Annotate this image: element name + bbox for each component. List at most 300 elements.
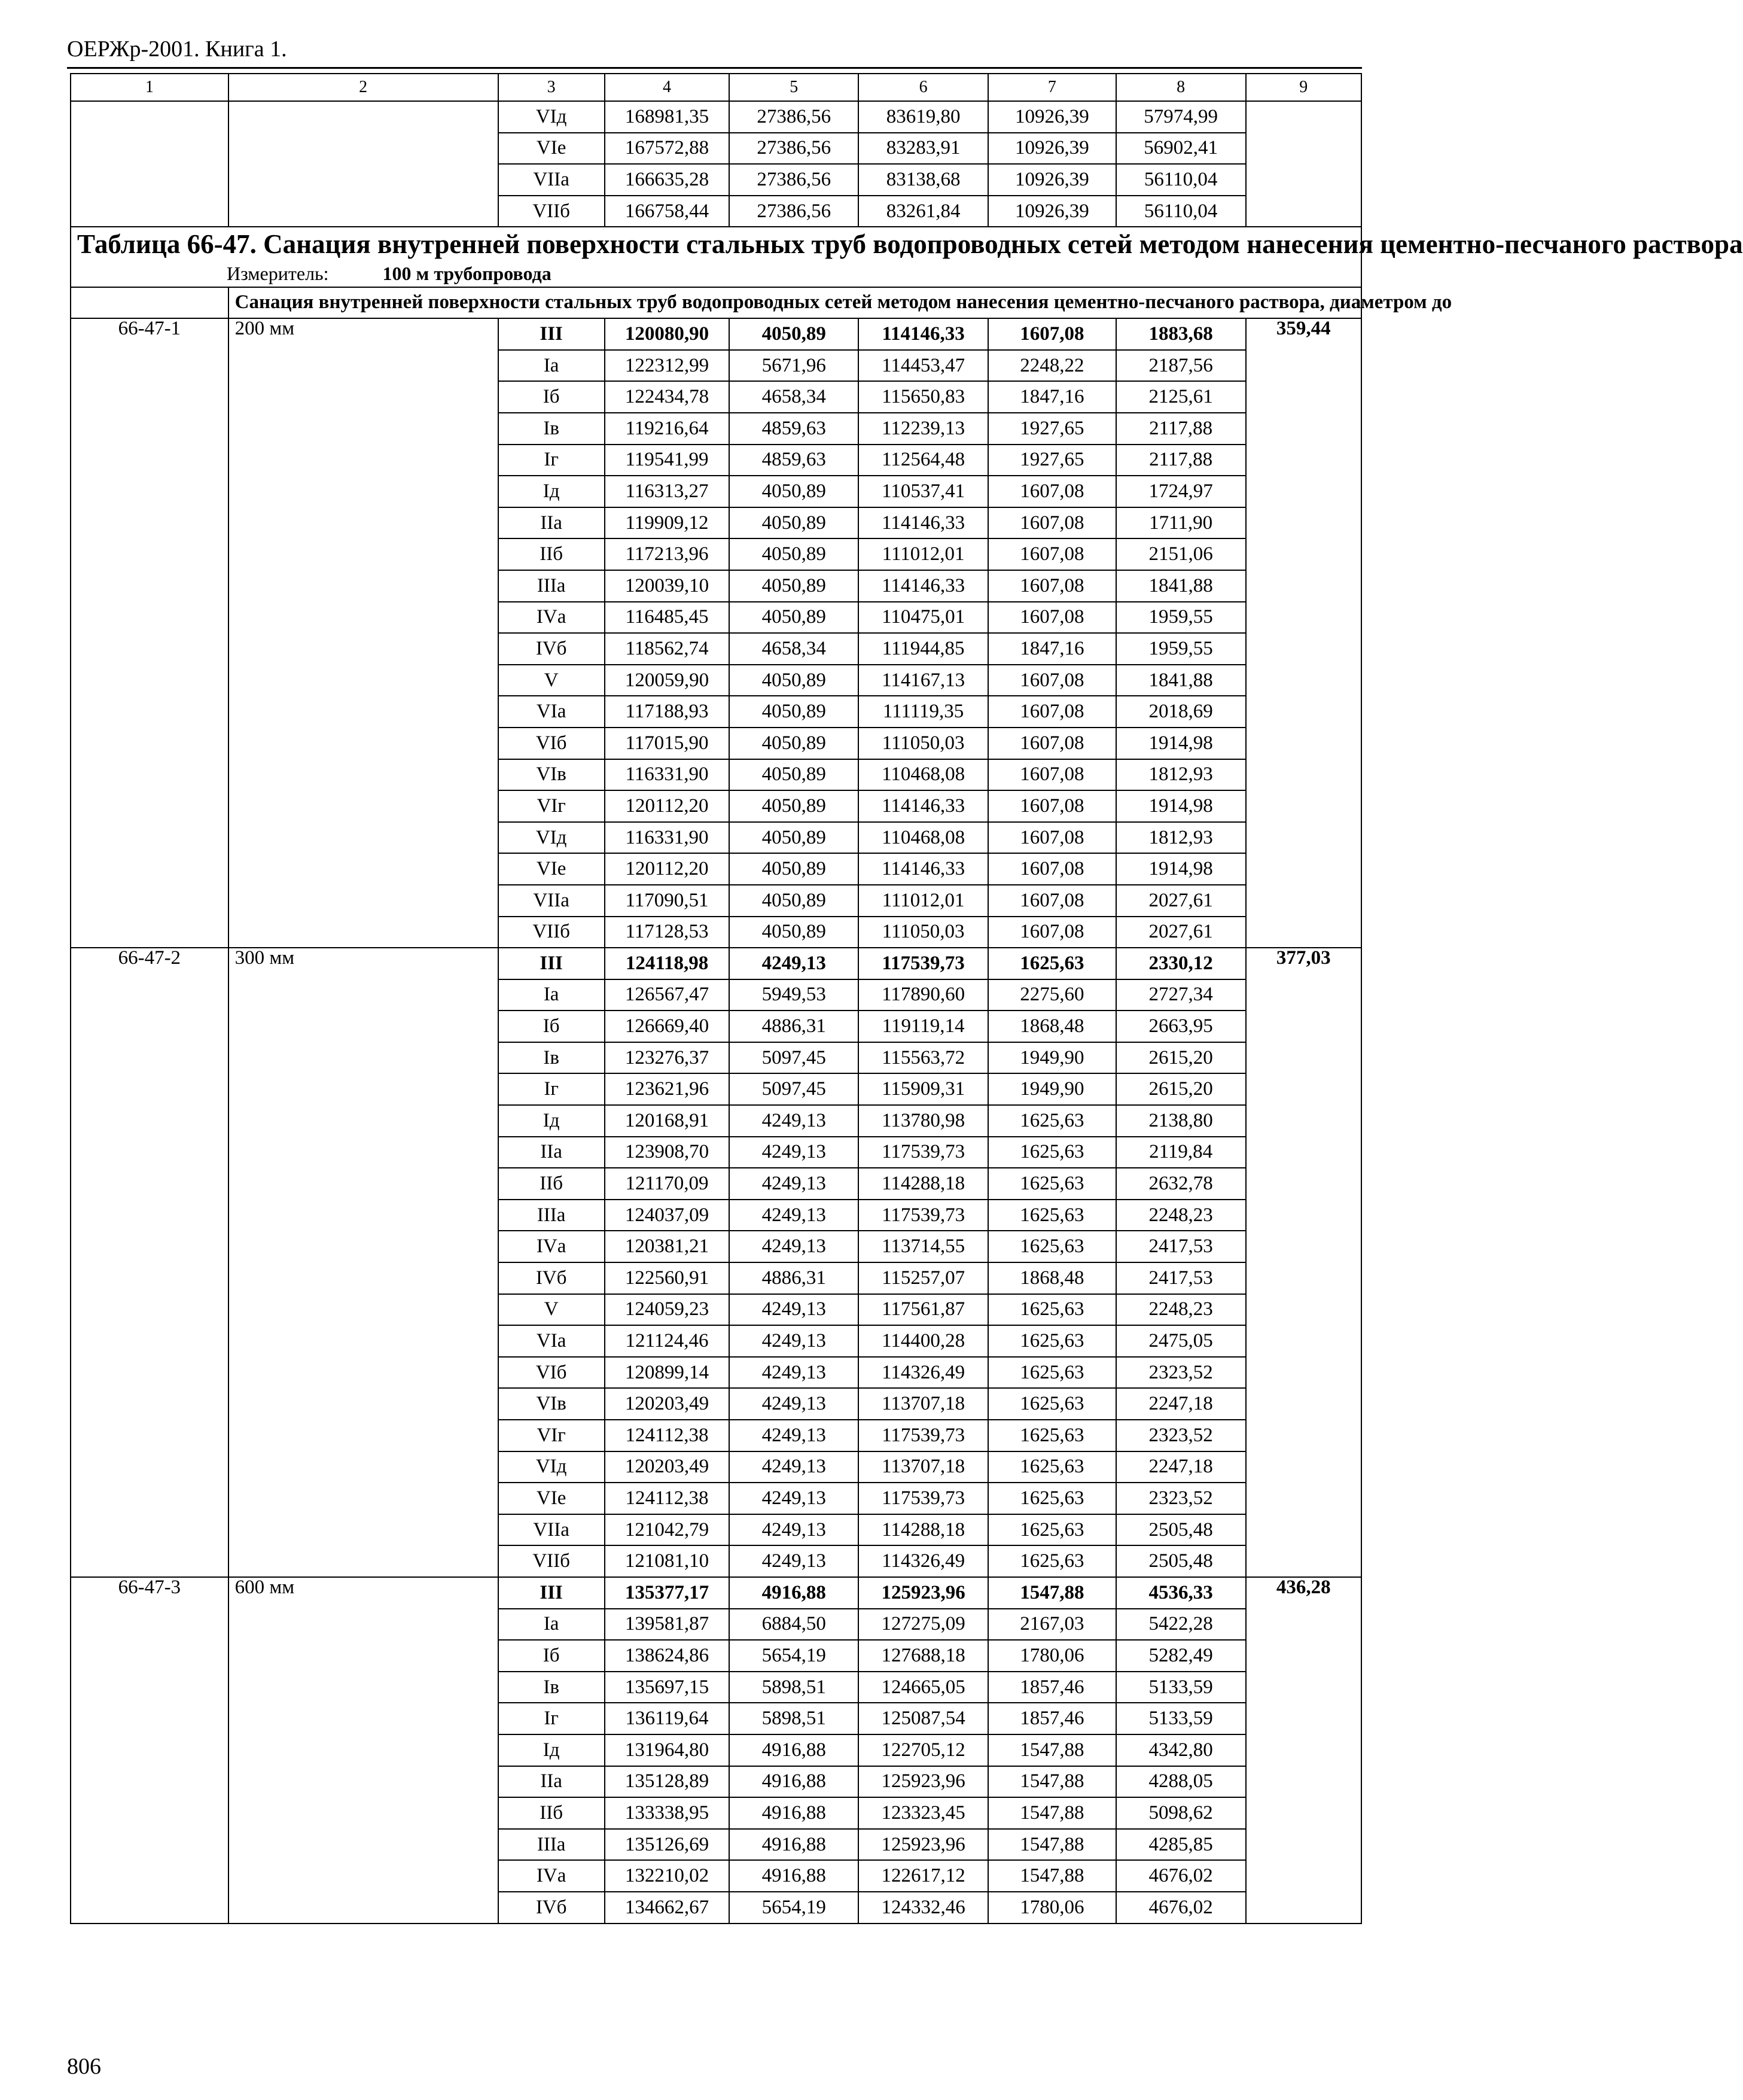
materials: 5422,28 — [1116, 1609, 1246, 1641]
wages: 5949,53 — [729, 979, 858, 1011]
total-cost: 119909,12 — [605, 507, 730, 539]
wages: 4249,13 — [729, 1545, 858, 1577]
machinist-wages: 1607,08 — [988, 728, 1116, 759]
region-code: IIб — [498, 538, 605, 570]
name-cell — [228, 101, 498, 227]
region-code: Iд — [498, 1734, 605, 1766]
wages: 5654,19 — [729, 1892, 858, 1924]
machine-operation: 113714,55 — [858, 1231, 988, 1262]
materials: 2505,48 — [1116, 1545, 1246, 1577]
total-cost: 124112,38 — [605, 1483, 730, 1514]
machine-operation: 83619,80 — [858, 101, 988, 133]
total-cost: 124059,23 — [605, 1294, 730, 1326]
region-code: VIг — [498, 1420, 605, 1451]
total-cost: 122312,99 — [605, 350, 730, 382]
section-heading-row — [71, 287, 1361, 319]
machinist-wages: 1625,63 — [988, 1357, 1116, 1389]
total-cost: 139581,87 — [605, 1609, 730, 1641]
total-cost: 131964,80 — [605, 1734, 730, 1766]
section-heading: Санация внутренней поверхности стальных труб водопроводных сетей методом нанесения цементно-песчаного раствора, диаметром до — [228, 287, 1361, 319]
machine-operation: 114146,33 — [858, 507, 988, 539]
price-table — [70, 73, 1743, 1924]
column-number-row — [71, 74, 1361, 101]
wages: 4916,88 — [729, 1734, 858, 1766]
materials: 2248,23 — [1116, 1294, 1246, 1326]
region-code: Iг — [498, 445, 605, 476]
total-cost: 117128,53 — [605, 917, 730, 948]
total-cost: 123276,37 — [605, 1042, 730, 1074]
wages: 4050,89 — [729, 853, 858, 885]
materials: 1883,68 — [1116, 318, 1246, 350]
row-diameter: 200 мм — [228, 318, 498, 948]
materials: 2323,52 — [1116, 1483, 1246, 1514]
extra-cell — [1246, 101, 1361, 227]
machine-operation: 114146,33 — [858, 570, 988, 602]
machine-operation: 124332,46 — [858, 1892, 988, 1924]
region-code: Iб — [498, 1011, 605, 1042]
machine-operation: 115650,83 — [858, 381, 988, 413]
region-code: Iб — [498, 1640, 605, 1672]
materials: 1841,88 — [1116, 570, 1246, 602]
table-title-row — [71, 227, 1361, 287]
region-code: IIб — [498, 1797, 605, 1829]
materials: 57974,99 — [1116, 101, 1246, 133]
materials: 1724,97 — [1116, 476, 1246, 507]
region-code: IIIа — [498, 1829, 605, 1861]
machine-operation: 110537,41 — [858, 476, 988, 507]
machine-operation: 115909,31 — [858, 1073, 988, 1105]
region-code: IIIа — [498, 1200, 605, 1231]
materials: 2247,18 — [1116, 1451, 1246, 1483]
measure-value: 100 м трубопровода — [382, 262, 551, 284]
machinist-wages: 1949,90 — [988, 1042, 1116, 1074]
wages: 4050,89 — [729, 570, 858, 602]
wages: 4249,13 — [729, 1357, 858, 1389]
wages: 4050,89 — [729, 476, 858, 507]
materials: 2615,20 — [1116, 1073, 1246, 1105]
total-cost: 120899,14 — [605, 1357, 730, 1389]
region-code: V — [498, 1294, 605, 1326]
region-code: Iг — [498, 1073, 605, 1105]
region-code: VIа — [498, 1325, 605, 1357]
machinist-wages: 1625,63 — [988, 1137, 1116, 1168]
wages: 4249,13 — [729, 1168, 858, 1200]
table-row — [71, 1577, 1361, 1609]
machine-operation: 83138,68 — [858, 164, 988, 196]
machinist-wages: 1607,08 — [988, 822, 1116, 854]
machinist-wages: 1607,08 — [988, 696, 1116, 728]
table-row — [71, 948, 1361, 979]
machinist-wages: 2248,22 — [988, 350, 1116, 382]
machinist-wages: 10926,39 — [988, 101, 1116, 133]
wages: 4050,89 — [729, 917, 858, 948]
machine-operation: 124665,05 — [858, 1672, 988, 1703]
machine-operation: 114167,13 — [858, 665, 988, 696]
wages: 4050,89 — [729, 538, 858, 570]
total-cost: 133338,95 — [605, 1797, 730, 1829]
machine-operation: 111012,01 — [858, 885, 988, 917]
wages: 5898,51 — [729, 1672, 858, 1703]
wages: 4916,88 — [729, 1577, 858, 1609]
machine-operation: 117539,73 — [858, 1200, 988, 1231]
total-cost: 118562,74 — [605, 633, 730, 665]
region-code: III — [498, 948, 605, 979]
region-code: VIд — [498, 822, 605, 854]
wages: 4249,13 — [729, 1294, 858, 1326]
total-cost: 166758,44 — [605, 196, 730, 227]
machinist-wages: 1607,08 — [988, 507, 1116, 539]
total-cost: 116331,90 — [605, 822, 730, 854]
row-diameter: 600 мм — [228, 1577, 498, 1924]
total-cost: 124118,98 — [605, 948, 730, 979]
carryover-row — [71, 101, 1361, 133]
wages: 4916,88 — [729, 1797, 858, 1829]
materials: 2417,53 — [1116, 1262, 1246, 1294]
region-code: VIг — [498, 790, 605, 822]
total-cost: 119541,99 — [605, 445, 730, 476]
materials: 2018,69 — [1116, 696, 1246, 728]
machinist-wages: 10926,39 — [988, 133, 1116, 165]
table-row — [71, 318, 1361, 350]
materials: 1812,93 — [1116, 822, 1246, 854]
table-title: Таблица 66-47. Санация внутренней поверхности стальных труб водопроводных сетей методом нанесения цементно-песчаного раствора — [77, 229, 1743, 260]
machine-operation: 110468,08 — [858, 759, 988, 791]
region-code: VIб — [498, 1357, 605, 1389]
section-heading-spacer — [71, 287, 228, 319]
wages: 4249,13 — [729, 1451, 858, 1483]
region-code: VIIа — [498, 885, 605, 917]
total-cost: 126669,40 — [605, 1011, 730, 1042]
wages: 4249,13 — [729, 1200, 858, 1231]
total-cost: 132210,02 — [605, 1860, 730, 1892]
machine-operation: 122705,12 — [858, 1734, 988, 1766]
materials: 2323,52 — [1116, 1357, 1246, 1389]
wages: 4249,13 — [729, 1420, 858, 1451]
total-cost: 135377,17 — [605, 1577, 730, 1609]
region-code: VIа — [498, 696, 605, 728]
total-cost: 117015,90 — [605, 728, 730, 759]
materials: 2505,48 — [1116, 1514, 1246, 1546]
materials: 5282,49 — [1116, 1640, 1246, 1672]
materials: 4676,02 — [1116, 1892, 1246, 1924]
machinist-wages: 10926,39 — [988, 164, 1116, 196]
wages: 4050,89 — [729, 507, 858, 539]
machinist-wages: 1625,63 — [988, 1294, 1116, 1326]
wages: 4916,88 — [729, 1860, 858, 1892]
wages: 27386,56 — [729, 101, 858, 133]
region-code: IIа — [498, 1766, 605, 1798]
wages: 4916,88 — [729, 1766, 858, 1798]
machinist-wages: 1847,16 — [988, 633, 1116, 665]
region-code: VIв — [498, 1388, 605, 1420]
machine-operation: 117539,73 — [858, 948, 988, 979]
wages: 27386,56 — [729, 164, 858, 196]
table-title-cell — [71, 227, 1743, 287]
total-cost: 135128,89 — [605, 1766, 730, 1798]
wages: 4050,89 — [729, 822, 858, 854]
total-cost: 168981,35 — [605, 101, 730, 133]
materials: 1959,55 — [1116, 602, 1246, 634]
region-code: Iд — [498, 1105, 605, 1137]
materials: 1914,98 — [1116, 790, 1246, 822]
total-cost: 116313,27 — [605, 476, 730, 507]
region-code: Iв — [498, 1672, 605, 1703]
machine-operation: 111944,85 — [858, 633, 988, 665]
region-code: VIIа — [498, 1514, 605, 1546]
machinist-wages: 1625,63 — [988, 1420, 1116, 1451]
machinist-wages: 1607,08 — [988, 570, 1116, 602]
machine-operation: 114146,33 — [858, 790, 988, 822]
region-code: Iв — [498, 413, 605, 445]
machine-operation: 125923,96 — [858, 1577, 988, 1609]
total-cost: 135697,15 — [605, 1672, 730, 1703]
machine-operation: 110468,08 — [858, 822, 988, 854]
machine-operation: 111050,03 — [858, 728, 988, 759]
machinist-wages: 10926,39 — [988, 196, 1116, 227]
region-code: IVб — [498, 633, 605, 665]
column-number: 3 — [498, 74, 605, 101]
machinist-wages: 2275,60 — [988, 979, 1116, 1011]
total-cost: 117090,51 — [605, 885, 730, 917]
machinist-wages: 1949,90 — [988, 1073, 1116, 1105]
total-cost: 119216,64 — [605, 413, 730, 445]
wages: 6884,50 — [729, 1609, 858, 1641]
machinist-wages: 1607,08 — [988, 790, 1116, 822]
region-code: IVб — [498, 1892, 605, 1924]
machine-operation: 114400,28 — [858, 1325, 988, 1357]
total-cost: 116331,90 — [605, 759, 730, 791]
page-number: 806 — [67, 2054, 101, 2079]
machinist-wages: 2167,03 — [988, 1609, 1116, 1641]
region-code: IIб — [498, 1168, 605, 1200]
machine-operation: 123323,45 — [858, 1797, 988, 1829]
machinist-wages: 1625,63 — [988, 1514, 1116, 1546]
total-cost: 116485,45 — [605, 602, 730, 634]
region-code: IVб — [498, 1262, 605, 1294]
table-body — [71, 74, 1743, 1924]
wages: 4249,13 — [729, 1388, 858, 1420]
total-cost: 120059,90 — [605, 665, 730, 696]
machinist-wages: 1547,88 — [988, 1860, 1116, 1892]
machinist-wages: 1857,46 — [988, 1672, 1116, 1703]
machinist-wages: 1607,08 — [988, 665, 1116, 696]
region-code: III — [498, 318, 605, 350]
materials: 4342,80 — [1116, 1734, 1246, 1766]
machine-operation: 119119,14 — [858, 1011, 988, 1042]
machinist-wages: 1547,88 — [988, 1734, 1116, 1766]
region-code: III — [498, 1577, 605, 1609]
machine-operation: 112564,48 — [858, 445, 988, 476]
total-cost: 121042,79 — [605, 1514, 730, 1546]
machine-operation: 127275,09 — [858, 1609, 988, 1641]
total-cost: 120381,21 — [605, 1231, 730, 1262]
machine-operation: 117539,73 — [858, 1483, 988, 1514]
region-code: VIв — [498, 759, 605, 791]
wages: 4050,89 — [729, 696, 858, 728]
machine-operation: 127688,18 — [858, 1640, 988, 1672]
wages: 5097,45 — [729, 1042, 858, 1074]
wages: 4249,13 — [729, 1231, 858, 1262]
total-cost: 166635,28 — [605, 164, 730, 196]
wages: 27386,56 — [729, 196, 858, 227]
region-code: IVа — [498, 1860, 605, 1892]
column-number: 8 — [1116, 74, 1246, 101]
total-cost: 120080,90 — [605, 318, 730, 350]
machinist-wages: 1625,63 — [988, 1200, 1116, 1231]
materials: 2151,06 — [1116, 538, 1246, 570]
wages: 4249,13 — [729, 1325, 858, 1357]
total-cost: 135126,69 — [605, 1829, 730, 1861]
machine-operation: 113780,98 — [858, 1105, 988, 1137]
machinist-wages: 1547,88 — [988, 1829, 1116, 1861]
column-number: 5 — [729, 74, 858, 101]
materials: 5133,59 — [1116, 1703, 1246, 1734]
machine-operation: 113707,18 — [858, 1451, 988, 1483]
machinist-wages: 1625,63 — [988, 1483, 1116, 1514]
total-cost: 120203,49 — [605, 1388, 730, 1420]
wages: 4050,89 — [729, 885, 858, 917]
row-code: 66-47-1 — [71, 318, 228, 948]
region-code: Iа — [498, 350, 605, 382]
total-cost: 121124,46 — [605, 1325, 730, 1357]
machine-operation: 125087,54 — [858, 1703, 988, 1734]
machinist-wages: 1547,88 — [988, 1797, 1116, 1829]
row-extra: 436,28 — [1246, 1577, 1361, 1924]
machine-operation: 115257,07 — [858, 1262, 988, 1294]
column-number: 7 — [988, 74, 1116, 101]
wages: 4050,89 — [729, 318, 858, 350]
materials: 2117,88 — [1116, 445, 1246, 476]
region-code: VIIа — [498, 164, 605, 196]
machinist-wages: 1857,46 — [988, 1703, 1116, 1734]
materials: 2330,12 — [1116, 948, 1246, 979]
wages: 5654,19 — [729, 1640, 858, 1672]
materials: 56902,41 — [1116, 133, 1246, 165]
machine-operation: 111119,35 — [858, 696, 988, 728]
materials: 1959,55 — [1116, 633, 1246, 665]
total-cost: 120203,49 — [605, 1451, 730, 1483]
wages: 4249,13 — [729, 1105, 858, 1137]
machinist-wages: 1547,88 — [988, 1766, 1116, 1798]
machinist-wages: 1780,06 — [988, 1640, 1116, 1672]
materials: 1841,88 — [1116, 665, 1246, 696]
materials: 4288,05 — [1116, 1766, 1246, 1798]
machine-operation: 112239,13 — [858, 413, 988, 445]
materials: 2632,78 — [1116, 1168, 1246, 1200]
total-cost: 126567,47 — [605, 979, 730, 1011]
header-rule — [67, 67, 1362, 69]
machinist-wages: 1625,63 — [988, 1231, 1116, 1262]
machine-operation: 110475,01 — [858, 602, 988, 634]
region-code: VIе — [498, 1483, 605, 1514]
total-cost: 134662,67 — [605, 1892, 730, 1924]
wages: 4658,34 — [729, 381, 858, 413]
materials: 4676,02 — [1116, 1860, 1246, 1892]
machine-operation: 117539,73 — [858, 1420, 988, 1451]
machine-operation: 114326,49 — [858, 1357, 988, 1389]
machinist-wages: 1607,08 — [988, 602, 1116, 634]
total-cost: 120039,10 — [605, 570, 730, 602]
materials: 2323,52 — [1116, 1420, 1246, 1451]
machinist-wages: 1607,08 — [988, 538, 1116, 570]
materials: 2125,61 — [1116, 381, 1246, 413]
machinist-wages: 1607,08 — [988, 318, 1116, 350]
running-header: ОЕРЖр-2001. Книга 1. — [67, 36, 287, 62]
wages: 4886,31 — [729, 1262, 858, 1294]
materials: 1914,98 — [1116, 853, 1246, 885]
machine-operation: 114326,49 — [858, 1545, 988, 1577]
wages: 4050,89 — [729, 602, 858, 634]
wages: 4859,63 — [729, 445, 858, 476]
region-code: IVа — [498, 1231, 605, 1262]
total-cost: 138624,86 — [605, 1640, 730, 1672]
wages: 4249,13 — [729, 1137, 858, 1168]
measure-label: Измеритель: — [227, 262, 329, 284]
region-code: VIе — [498, 853, 605, 885]
machinist-wages: 1868,48 — [988, 1011, 1116, 1042]
machinist-wages: 1868,48 — [988, 1262, 1116, 1294]
column-number: 2 — [228, 74, 498, 101]
machinist-wages: 1607,08 — [988, 917, 1116, 948]
materials: 2615,20 — [1116, 1042, 1246, 1074]
materials: 2417,53 — [1116, 1231, 1246, 1262]
total-cost: 117213,96 — [605, 538, 730, 570]
total-cost: 123908,70 — [605, 1137, 730, 1168]
materials: 2138,80 — [1116, 1105, 1246, 1137]
wages: 5097,45 — [729, 1073, 858, 1105]
machine-operation: 114288,18 — [858, 1168, 988, 1200]
materials: 4285,85 — [1116, 1829, 1246, 1861]
materials: 1914,98 — [1116, 728, 1246, 759]
region-code: VIе — [498, 133, 605, 165]
materials: 2187,56 — [1116, 350, 1246, 382]
materials: 1711,90 — [1116, 507, 1246, 539]
machinist-wages: 1847,16 — [988, 381, 1116, 413]
machine-operation: 111050,03 — [858, 917, 988, 948]
machinist-wages: 1607,08 — [988, 853, 1116, 885]
region-code: VIд — [498, 1451, 605, 1483]
region-code: IVа — [498, 602, 605, 634]
region-code: V — [498, 665, 605, 696]
column-number: 9 — [1246, 74, 1361, 101]
wages: 4050,89 — [729, 728, 858, 759]
measure-line — [77, 261, 1355, 287]
row-extra: 359,44 — [1246, 318, 1361, 948]
machine-operation: 114288,18 — [858, 1514, 988, 1546]
total-cost: 122434,78 — [605, 381, 730, 413]
machinist-wages: 1625,63 — [988, 948, 1116, 979]
row-code: 66-47-2 — [71, 948, 228, 1577]
column-number: 4 — [605, 74, 730, 101]
machinist-wages: 1607,08 — [988, 476, 1116, 507]
machinist-wages: 1625,63 — [988, 1545, 1116, 1577]
materials: 2247,18 — [1116, 1388, 1246, 1420]
machine-operation: 125923,96 — [858, 1829, 988, 1861]
total-cost: 124112,38 — [605, 1420, 730, 1451]
materials: 5133,59 — [1116, 1672, 1246, 1703]
machine-operation: 114453,47 — [858, 350, 988, 382]
materials: 5098,62 — [1116, 1797, 1246, 1829]
machine-operation: 83283,91 — [858, 133, 988, 165]
machine-operation: 114146,33 — [858, 318, 988, 350]
row-code: 66-47-3 — [71, 1577, 228, 1924]
total-cost: 124037,09 — [605, 1200, 730, 1231]
total-cost: 117188,93 — [605, 696, 730, 728]
row-extra: 377,03 — [1246, 948, 1361, 1577]
machine-operation: 83261,84 — [858, 196, 988, 227]
wages: 4886,31 — [729, 1011, 858, 1042]
machinist-wages: 1607,08 — [988, 759, 1116, 791]
